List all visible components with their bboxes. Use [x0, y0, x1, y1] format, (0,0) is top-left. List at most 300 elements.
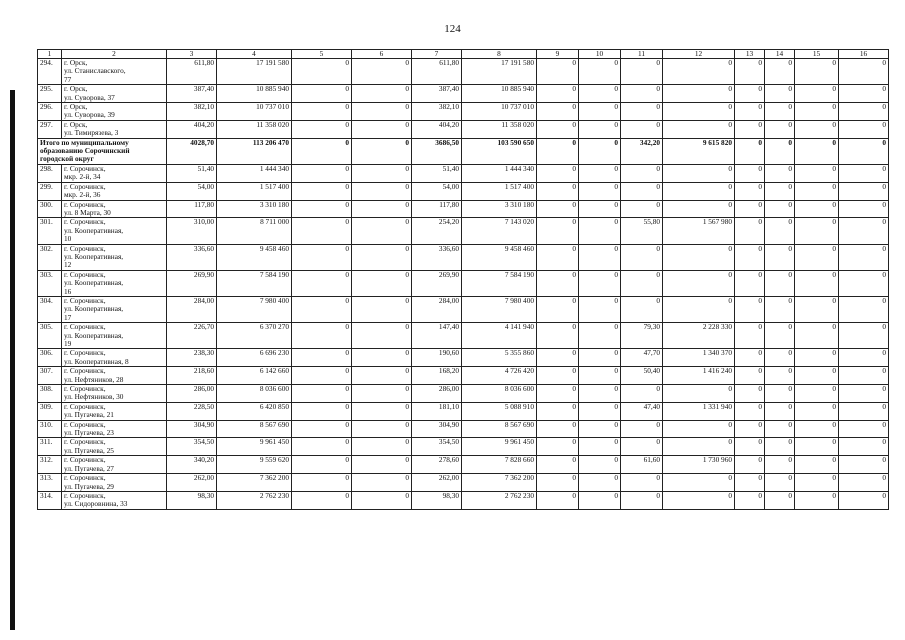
value-cell: 0	[765, 438, 795, 456]
value-cell: 0	[537, 491, 579, 509]
address-line: г. Сорочинск,	[64, 244, 106, 253]
column-number-row	[38, 50, 889, 59]
address-line: ул. Нефтяников, 28	[64, 374, 124, 384]
table-row	[38, 270, 889, 296]
value-cell: 0	[765, 103, 795, 121]
address-cell	[62, 456, 167, 474]
value-cell: 0	[579, 244, 621, 270]
total-label-line: городской округ	[40, 154, 94, 164]
total-label	[38, 138, 167, 164]
column-header: 10	[579, 50, 621, 59]
value-cell: 0	[537, 164, 579, 182]
value-cell: 0	[795, 182, 839, 200]
value-cell: 0	[621, 420, 663, 438]
value-cell: 54,00	[412, 182, 462, 200]
value-cell: 0	[839, 59, 889, 85]
value-cell: 11 358 020	[462, 120, 537, 138]
value-cell: 0	[292, 349, 352, 367]
address-cell	[62, 385, 167, 403]
value-cell: 0	[537, 385, 579, 403]
address-line: ул. Кооперативная,	[64, 278, 124, 288]
value-cell: 0	[735, 385, 765, 403]
value-cell: 0	[735, 402, 765, 420]
row-number: 302.	[38, 244, 62, 270]
value-cell: 0	[839, 182, 889, 200]
value-cell: 0	[292, 296, 352, 322]
row-number: 305.	[38, 323, 62, 349]
value-cell: 8 567 690	[217, 420, 292, 438]
address-line: ул. Суворова, 37	[64, 92, 115, 102]
value-cell: 6 696 230	[217, 349, 292, 367]
value-cell: 9 961 450	[462, 438, 537, 456]
value-cell: 0	[839, 164, 889, 182]
value-cell: 0	[663, 296, 735, 322]
value-cell: 0	[795, 164, 839, 182]
value-cell: 269,90	[412, 270, 462, 296]
value-cell: 0	[839, 323, 889, 349]
value-cell: 8 567 690	[462, 420, 537, 438]
table-row	[38, 420, 889, 438]
column-header: 2	[62, 50, 167, 59]
value-cell: 0	[735, 244, 765, 270]
value-cell: 387,40	[412, 85, 462, 103]
address-cell	[62, 218, 167, 244]
value-cell: 0	[795, 385, 839, 403]
value-cell: 47,70	[621, 349, 663, 367]
value-cell: 1 444 340	[217, 164, 292, 182]
value-cell: 1 444 340	[462, 164, 537, 182]
value-cell: 387,40	[167, 85, 217, 103]
column-header: 14	[765, 50, 795, 59]
value-cell: 0	[735, 164, 765, 182]
row-number: 312.	[38, 456, 62, 474]
value-cell: 0	[839, 120, 889, 138]
value-cell: 7 362 200	[462, 474, 537, 492]
value-cell: 0	[795, 270, 839, 296]
value-cell: 0	[352, 349, 412, 367]
value-cell: 0	[537, 85, 579, 103]
table-row	[38, 349, 889, 367]
row-number: 311.	[38, 438, 62, 456]
value-cell: 2 762 230	[217, 491, 292, 509]
value-cell: 8 036 600	[217, 385, 292, 403]
value-cell: 0	[579, 296, 621, 322]
value-cell: 286,00	[412, 385, 462, 403]
value-cell: 0	[352, 420, 412, 438]
value-cell: 0	[537, 420, 579, 438]
value-cell: 0	[663, 474, 735, 492]
value-cell: 0	[735, 323, 765, 349]
address-cell	[62, 491, 167, 509]
value-cell: 3 310 180	[462, 200, 537, 218]
value-cell: 218,60	[167, 367, 217, 385]
value-cell: 0	[839, 200, 889, 218]
value-cell: 98,30	[412, 491, 462, 509]
value-cell: 0	[839, 218, 889, 244]
value-cell: 2 762 230	[462, 491, 537, 509]
value-cell: 9 559 620	[217, 456, 292, 474]
table-row	[38, 218, 889, 244]
value-cell: 0	[292, 120, 352, 138]
address-line: ул. Кооперативная,	[64, 330, 124, 340]
value-cell: 168,20	[412, 367, 462, 385]
value-cell: 0	[621, 120, 663, 138]
address-line: 10	[64, 234, 72, 244]
value-cell: 0	[765, 474, 795, 492]
row-number: 298.	[38, 164, 62, 182]
value-cell: 0	[621, 438, 663, 456]
table-row	[38, 385, 889, 403]
value-cell: 147,40	[412, 323, 462, 349]
value-cell: 0	[735, 59, 765, 85]
value-cell: 117,80	[412, 200, 462, 218]
address-line: ул. 8 Марта, 30	[64, 207, 111, 217]
value-cell: 117,80	[167, 200, 217, 218]
value-cell: 0	[292, 367, 352, 385]
value-cell: 0	[292, 402, 352, 420]
value-cell: 0	[795, 349, 839, 367]
value-cell: 0	[292, 164, 352, 182]
row-number: 303.	[38, 270, 62, 296]
address-line: мкр. 2-й, 34	[64, 172, 101, 182]
value-cell: 0	[352, 244, 412, 270]
column-header: 13	[735, 50, 765, 59]
value-cell: 304,90	[167, 420, 217, 438]
value-cell: 9 458 460	[462, 244, 537, 270]
value-cell: 0	[621, 474, 663, 492]
value-cell: 0	[795, 85, 839, 103]
value-cell: 382,10	[167, 103, 217, 121]
value-cell: 0	[765, 244, 795, 270]
value-cell: 0	[765, 120, 795, 138]
address-cell	[62, 402, 167, 420]
value-cell: 0	[292, 491, 352, 509]
value-cell: 7 980 400	[217, 296, 292, 322]
address-line: 77	[64, 74, 72, 84]
address-line: г. Сорочинск,	[64, 455, 106, 465]
value-cell: 3 310 180	[217, 200, 292, 218]
address-line: ул. Сидоровнина, 33	[64, 499, 128, 509]
total-label-line: Итого по муниципальному	[40, 138, 129, 147]
value-cell: 0	[352, 367, 412, 385]
value-cell: 611,80	[167, 59, 217, 85]
value-cell: 7 584 190	[217, 270, 292, 296]
value-cell: 278,60	[412, 456, 462, 474]
value-cell: 0	[292, 103, 352, 121]
value-cell: 0	[579, 349, 621, 367]
address-line: ул. Станиславского,	[64, 66, 126, 76]
value-cell: 0	[292, 385, 352, 403]
value-cell: 0	[537, 59, 579, 85]
value-cell: 0	[352, 474, 412, 492]
value-cell: 0	[537, 349, 579, 367]
value-cell: 0	[795, 120, 839, 138]
value-cell: 11 358 020	[217, 120, 292, 138]
value-cell: 0	[537, 323, 579, 349]
value-cell: 8 036 600	[462, 385, 537, 403]
value-cell: 0	[735, 138, 765, 164]
value-cell: 0	[537, 367, 579, 385]
value-cell: 0	[839, 420, 889, 438]
value-cell: 0	[352, 296, 412, 322]
address-cell	[62, 296, 167, 322]
column-header: 6	[352, 50, 412, 59]
column-header: 3	[167, 50, 217, 59]
value-cell: 0	[352, 59, 412, 85]
address-cell	[62, 200, 167, 218]
table-row	[38, 120, 889, 138]
value-cell: 0	[735, 85, 765, 103]
value-cell: 0	[579, 438, 621, 456]
value-cell: 5 088 910	[462, 402, 537, 420]
address-line: г. Сорочинск,	[64, 366, 106, 376]
value-cell: 0	[663, 120, 735, 138]
value-cell: 0	[765, 323, 795, 349]
value-cell: 0	[735, 200, 765, 218]
address-line: 16	[64, 286, 72, 296]
address-line: ул. Кооперативная, 8	[64, 356, 129, 366]
value-cell: 0	[839, 138, 889, 164]
column-header: 15	[795, 50, 839, 59]
value-cell: 0	[663, 182, 735, 200]
address-cell	[62, 438, 167, 456]
value-cell: 611,80	[412, 59, 462, 85]
value-cell: 0	[839, 456, 889, 474]
value-cell: 10 885 940	[217, 85, 292, 103]
value-cell: 0	[735, 182, 765, 200]
value-cell: 6 420 850	[217, 402, 292, 420]
value-cell: 0	[765, 420, 795, 438]
value-cell: 0	[765, 491, 795, 509]
table-row	[38, 323, 889, 349]
table-row	[38, 491, 889, 509]
value-cell: 0	[352, 218, 412, 244]
row-number: 308.	[38, 385, 62, 403]
address-line: г. Орск,	[64, 102, 88, 112]
column-header: 8	[462, 50, 537, 59]
value-cell: 55,80	[621, 218, 663, 244]
value-cell: 0	[663, 438, 735, 456]
value-cell: 354,50	[167, 438, 217, 456]
address-line: ул. Пугачева, 29	[64, 481, 114, 491]
value-cell: 0	[765, 85, 795, 103]
address-line: г. Сорочинск,	[64, 384, 106, 394]
address-line: г. Сорочинск,	[64, 491, 106, 500]
value-cell: 1 331 940	[663, 402, 735, 420]
value-cell: 0	[795, 438, 839, 456]
value-cell: 0	[352, 138, 412, 164]
value-cell: 17 191 580	[217, 59, 292, 85]
value-cell: 9 615 820	[663, 138, 735, 164]
value-cell: 382,10	[412, 103, 462, 121]
value-cell: 0	[579, 402, 621, 420]
value-cell: 0	[765, 367, 795, 385]
value-cell: 0	[735, 491, 765, 509]
value-cell: 54,00	[167, 182, 217, 200]
row-number: 296.	[38, 103, 62, 121]
value-cell: 0	[663, 200, 735, 218]
row-number: 306.	[38, 349, 62, 367]
value-cell: 0	[537, 120, 579, 138]
address-line: г. Сорочинск,	[64, 270, 106, 279]
table-row	[38, 103, 889, 121]
value-cell: 0	[663, 270, 735, 296]
column-header: 7	[412, 50, 462, 59]
value-cell: 1 730 960	[663, 456, 735, 474]
value-cell: 0	[292, 270, 352, 296]
table-row	[38, 182, 889, 200]
value-cell: 238,30	[167, 349, 217, 367]
value-cell: 0	[537, 182, 579, 200]
value-cell: 226,70	[167, 323, 217, 349]
value-cell: 51,40	[167, 164, 217, 182]
value-cell: 61,60	[621, 456, 663, 474]
column-header: 5	[292, 50, 352, 59]
address-line: г. Сорочинск,	[64, 402, 106, 411]
value-cell: 0	[352, 491, 412, 509]
column-header: 12	[663, 50, 735, 59]
row-number: 314.	[38, 491, 62, 509]
table-row	[38, 59, 889, 85]
value-cell: 0	[765, 349, 795, 367]
address-cell	[62, 85, 167, 103]
value-cell: 0	[579, 385, 621, 403]
address-line: г. Сорочинск,	[64, 164, 106, 173]
value-cell: 7 584 190	[462, 270, 537, 296]
value-cell: 404,20	[412, 120, 462, 138]
address-line: г. Сорочинск,	[64, 473, 106, 483]
value-cell: 1 340 370	[663, 349, 735, 367]
value-cell: 0	[735, 367, 765, 385]
value-cell: 0	[621, 270, 663, 296]
value-cell: 354,50	[412, 438, 462, 456]
address-line: мкр. 2-й, 36	[64, 190, 101, 200]
address-line: г. Сорочинск,	[64, 348, 106, 358]
value-cell: 0	[839, 103, 889, 121]
row-number: 309.	[38, 402, 62, 420]
table-row	[38, 402, 889, 420]
value-cell: 284,00	[412, 296, 462, 322]
value-cell: 0	[537, 270, 579, 296]
address-line: ул. Пугачева, 21	[64, 410, 114, 420]
column-header: 9	[537, 50, 579, 59]
value-cell: 7 143 020	[462, 218, 537, 244]
address-cell	[62, 120, 167, 138]
value-cell: 0	[795, 244, 839, 270]
value-cell: 0	[621, 164, 663, 182]
value-cell: 0	[579, 182, 621, 200]
value-cell: 3686,50	[412, 138, 462, 164]
value-cell: 0	[292, 85, 352, 103]
value-cell: 0	[839, 385, 889, 403]
address-line: 19	[64, 339, 72, 348]
value-cell: 0	[765, 182, 795, 200]
value-cell: 0	[839, 349, 889, 367]
value-cell: 0	[765, 138, 795, 164]
value-cell: 17 191 580	[462, 59, 537, 85]
value-cell: 0	[735, 270, 765, 296]
value-cell: 0	[839, 85, 889, 103]
value-cell: 0	[537, 438, 579, 456]
value-cell: 0	[537, 474, 579, 492]
value-cell: 7 362 200	[217, 474, 292, 492]
value-cell: 0	[735, 420, 765, 438]
value-cell: 0	[735, 456, 765, 474]
value-cell: 0	[292, 138, 352, 164]
address-line: ул. Кооперативная,	[64, 304, 124, 314]
value-cell: 9 458 460	[217, 244, 292, 270]
value-cell: 0	[735, 296, 765, 322]
value-cell: 0	[621, 200, 663, 218]
value-cell: 0	[579, 456, 621, 474]
table-row	[38, 474, 889, 492]
value-cell: 0	[579, 164, 621, 182]
page-number: 124	[444, 23, 461, 35]
value-cell: 0	[795, 138, 839, 164]
value-cell: 262,00	[412, 474, 462, 492]
value-cell: 0	[765, 296, 795, 322]
value-cell: 98,30	[167, 491, 217, 509]
value-cell: 0	[839, 244, 889, 270]
value-cell: 0	[839, 491, 889, 509]
value-cell: 0	[292, 59, 352, 85]
value-cell: 0	[795, 323, 839, 349]
value-cell: 0	[352, 402, 412, 420]
address-line: г. Сорочинск,	[64, 322, 106, 332]
value-cell: 0	[765, 200, 795, 218]
value-cell: 6 370 270	[217, 323, 292, 349]
address-line: ул. Пугачева, 23	[64, 428, 114, 438]
value-cell: 0	[795, 218, 839, 244]
value-cell: 0	[839, 474, 889, 492]
address-cell	[62, 420, 167, 438]
row-number: 313.	[38, 474, 62, 492]
address-line: ул. Пугачева, 27	[64, 463, 114, 473]
address-line: ул. Пугачева, 25	[64, 445, 114, 455]
value-cell: 0	[765, 456, 795, 474]
table-row	[38, 164, 889, 182]
address-line: г. Орск,	[64, 120, 88, 129]
value-cell: 0	[292, 200, 352, 218]
value-cell: 8 711 000	[217, 218, 292, 244]
address-line: г. Сорочинск,	[64, 420, 106, 429]
column-header: 1	[38, 50, 62, 59]
value-cell: 0	[839, 367, 889, 385]
value-cell: 0	[352, 385, 412, 403]
address-line: г. Сорочинск,	[64, 200, 106, 209]
value-cell: 0	[663, 420, 735, 438]
value-cell: 0	[663, 85, 735, 103]
value-cell: 181,10	[412, 402, 462, 420]
value-cell: 336,60	[167, 244, 217, 270]
value-cell: 0	[352, 323, 412, 349]
row-number: 304.	[38, 296, 62, 322]
table-row	[38, 85, 889, 103]
value-cell: 0	[735, 218, 765, 244]
value-cell: 0	[765, 402, 795, 420]
address-cell	[62, 103, 167, 121]
value-cell: 10 737 010	[217, 103, 292, 121]
value-cell: 6 142 660	[217, 367, 292, 385]
value-cell: 1 416 240	[663, 367, 735, 385]
column-header: 4	[217, 50, 292, 59]
address-line: г. Сорочинск,	[64, 296, 106, 305]
value-cell: 0	[663, 103, 735, 121]
value-cell: 0	[795, 402, 839, 420]
address-cell	[62, 474, 167, 492]
value-cell: 0	[795, 59, 839, 85]
value-cell: 7 828 660	[462, 456, 537, 474]
